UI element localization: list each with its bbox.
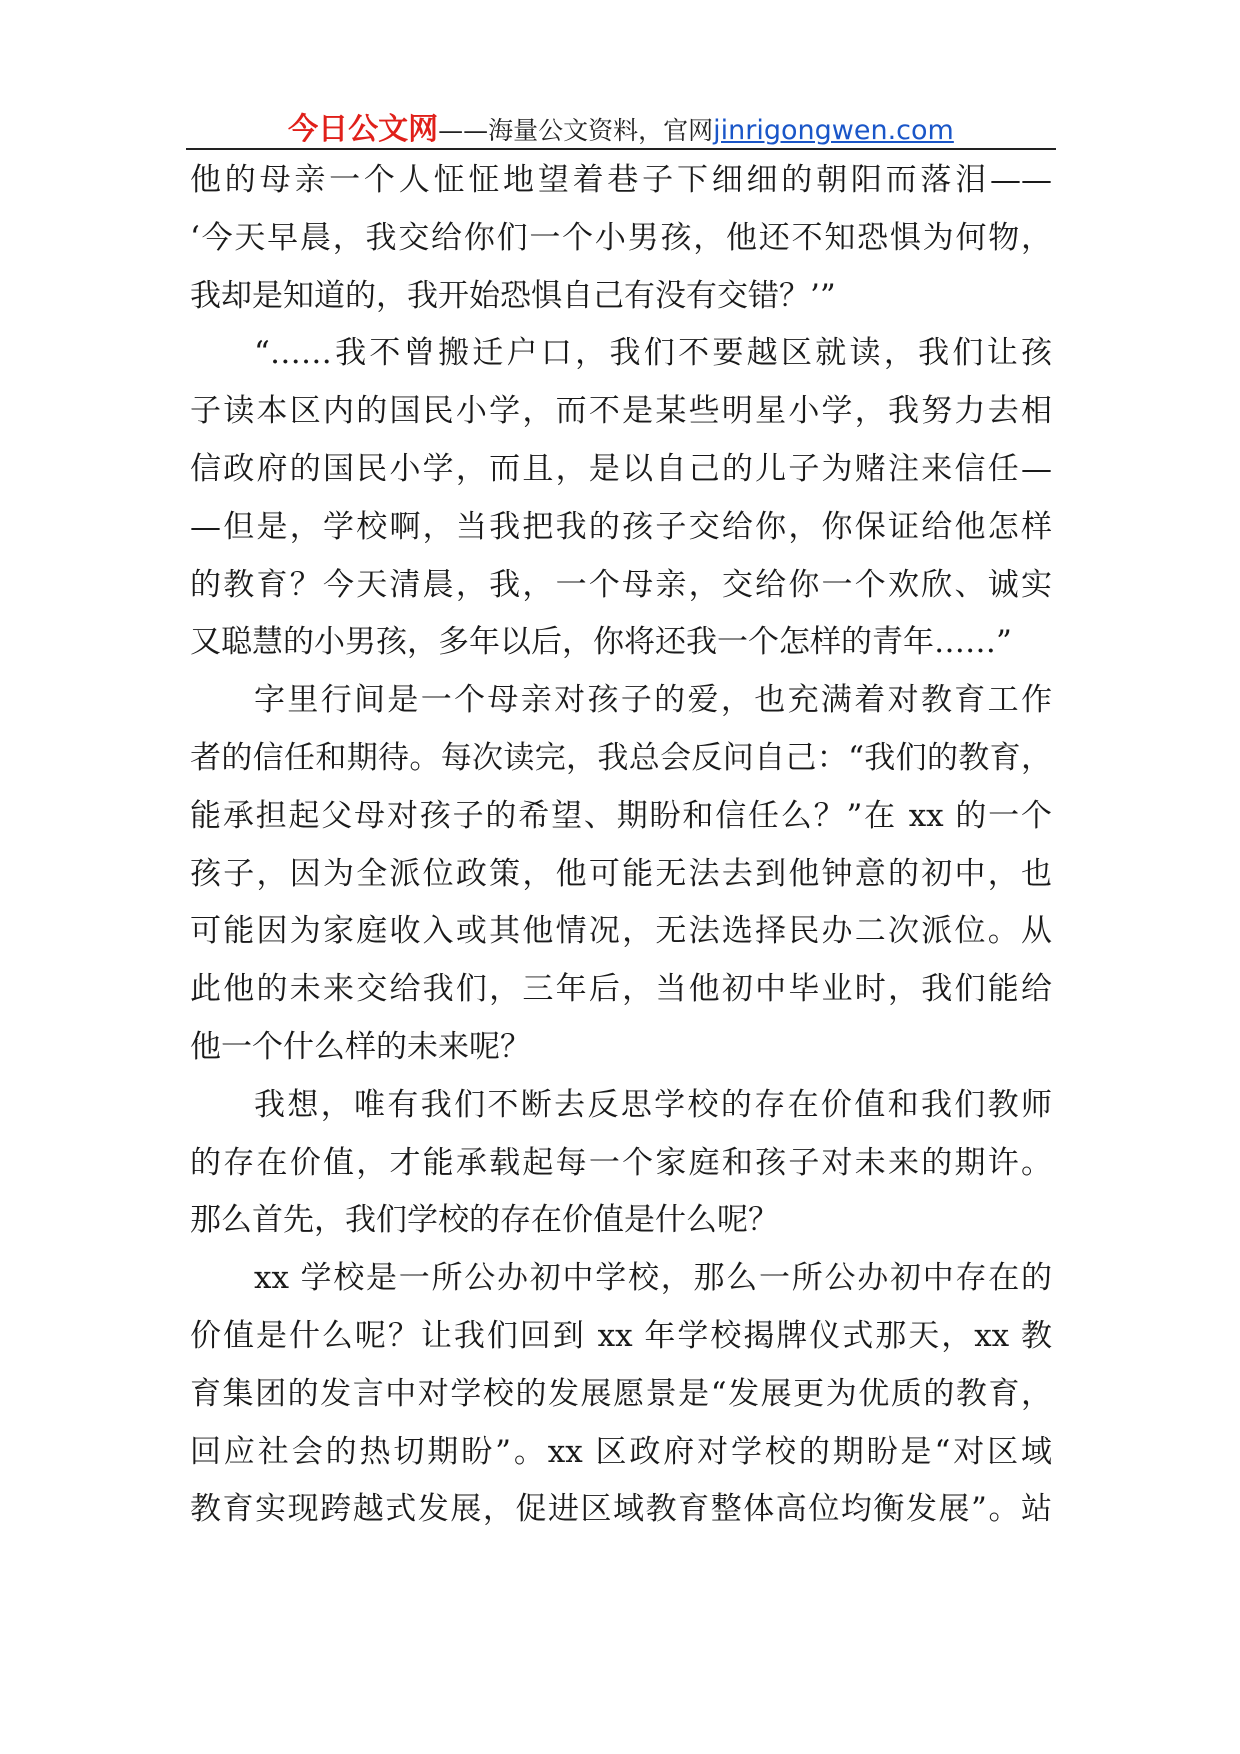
text-line: 子读本区内的国民小学，而不是某些明星小学，我努力去相	[190, 393, 1052, 430]
text-line: 信政府的国民小学，而且，是以自己的儿子为赌注来信任—	[190, 450, 1052, 487]
site-brand: 今日公文网	[288, 112, 439, 147]
text-line: 孩子，因为全派位政策，他可能无法去到他钟意的初中，也	[190, 855, 1052, 892]
text-line: 我却是知道的，我开始恐惧自己有没有交错？’”	[190, 277, 836, 314]
text-line: 我想，唯有我们不断去反思学校的存在价值和我们教师	[254, 1086, 1052, 1123]
text-line: 那么首先，我们学校的存在价值是什么呢？	[190, 1202, 779, 1239]
text-line: 字里行间是一个母亲对孩子的爱，也充满着对教育工作	[254, 682, 1052, 719]
text-line: 此他的未来交给我们，三年后，当他初中毕业时，我们能给	[190, 971, 1052, 1008]
text-line: 他一个什么样的未来呢？	[190, 1028, 531, 1065]
text-line: 者的信任和期待。每次读完，我总会反问自己：“我们的教育，	[190, 739, 1052, 776]
site-tagline: ——海量公文资料，官网	[438, 116, 714, 145]
text-line: 的教育？今天清晨，我，一个母亲，交给你一个欢欣、诚实	[190, 566, 1052, 603]
site-url-link[interactable]: jinrigongwen.com	[713, 115, 954, 146]
text-line: 回应社会的热切期盼”。xx 区政府对学校的期盼是“对区域	[190, 1433, 1052, 1470]
text-line: xx 学校是一所公办初中学校，那么一所公办初中存在的	[254, 1260, 1052, 1297]
text-line: 能承担起父母对孩子的希望、期盼和信任么？”在 xx 的一个	[190, 797, 1052, 834]
text-line: 他的母亲一个人怔怔地望着巷子下细细的朝阳而落泪——	[190, 162, 1052, 198]
text-line: ‘今天早晨，我交给你们一个小男孩，他还不知恐惧为何物，	[190, 219, 1052, 256]
text-line: 价值是什么呢？让我们回到 xx 年学校揭牌仪式那天，xx 教	[190, 1317, 1052, 1354]
text-line: 育集团的发言中对学校的发展愿景是“发展更为优质的教育，	[190, 1375, 1052, 1412]
text-line: 又聪慧的小男孩，多年以后，你将还我一个怎样的青年……”	[190, 624, 1012, 661]
text-line: 可能因为家庭收入或其他情况，无法选择民办二次派位。从	[190, 913, 1052, 950]
page-header	[186, 104, 1056, 150]
text-line: —但是，学校啊，当我把我的孩子交给你，你保证给他怎样	[190, 508, 1052, 545]
text-line: 的存在价值，才能承载起每一个家庭和孩子对未来的期许。	[190, 1144, 1052, 1181]
text-line: 教育实现跨越式发展，促进区域教育整体高位均衡发展”。站	[190, 1491, 1052, 1528]
text-line: “……我不曾搬迁户口，我们不要越区就读，我们让孩	[254, 335, 1052, 372]
document-body	[190, 152, 1052, 1539]
